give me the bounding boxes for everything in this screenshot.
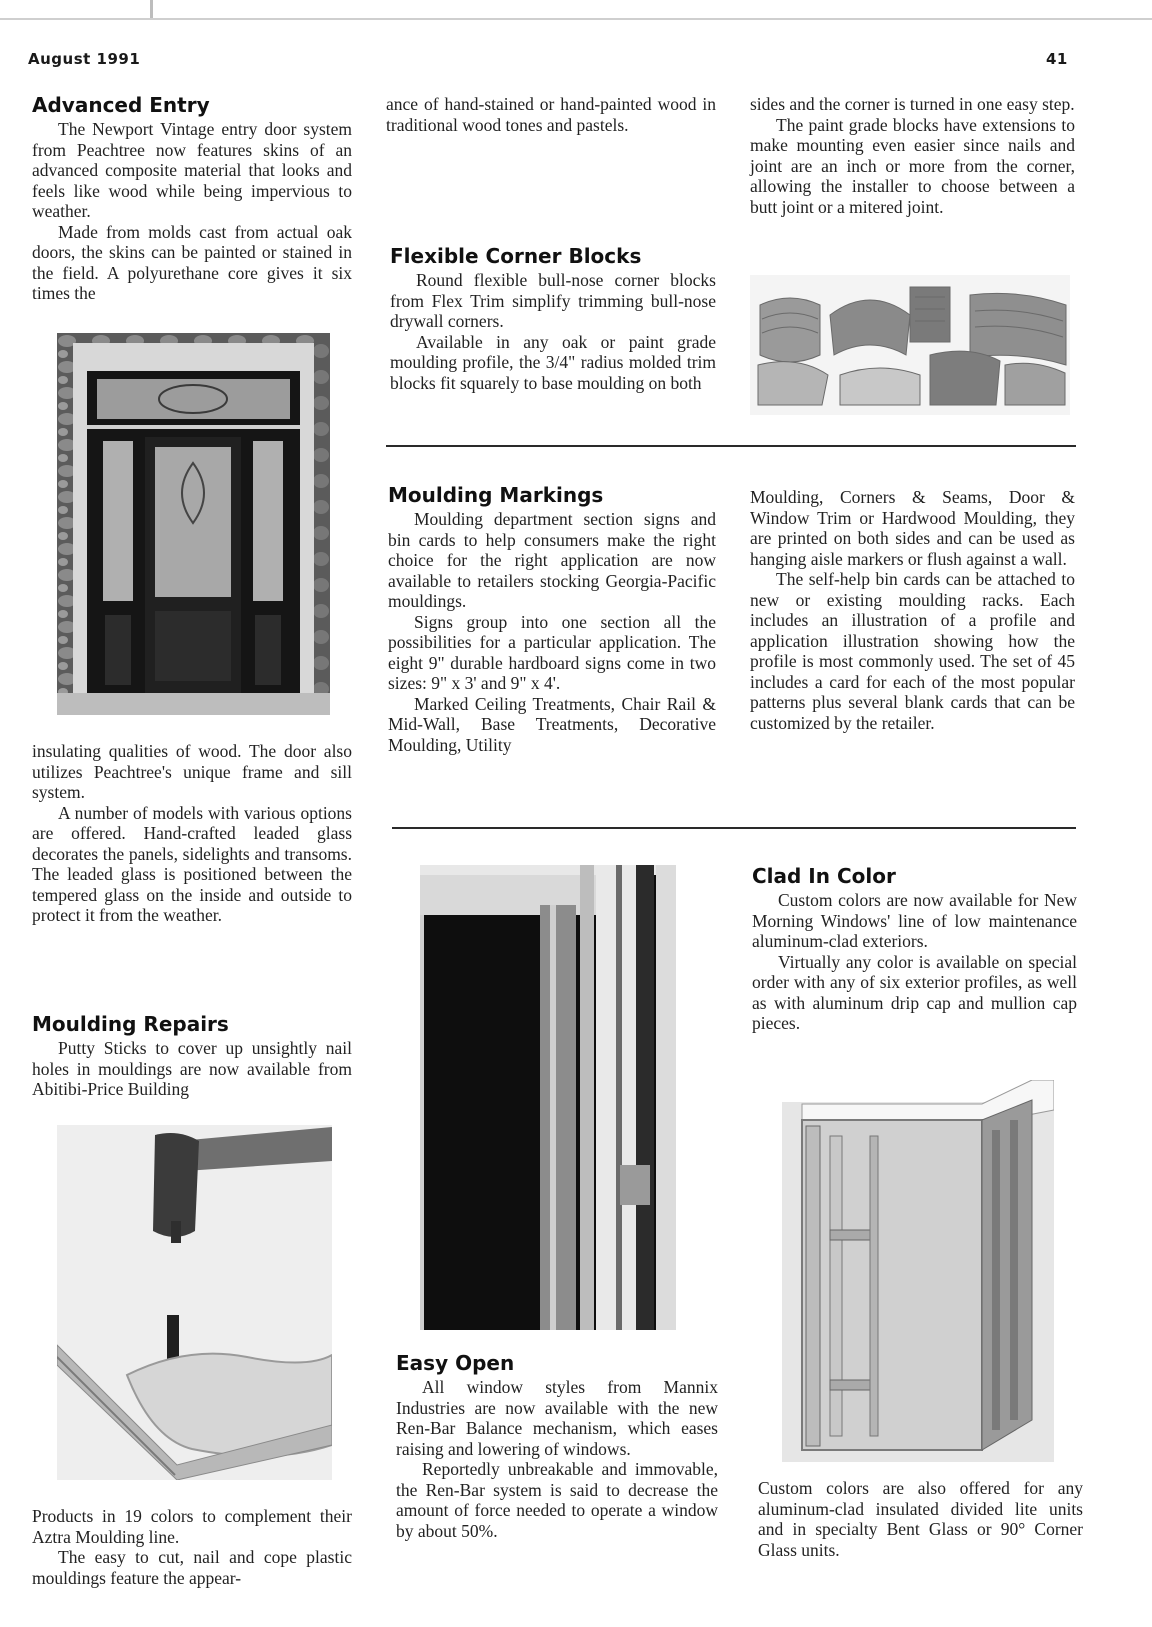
paragraph: Putty Sticks to cover up unsightly nail holes in mouldings are now available from Abitibi-Price Building [32, 1038, 352, 1099]
paragraph: The Newport Vintage entry door system from Peachtree now features skins of an advanced composite material that looks and feels like wood while being impervious to weather. [32, 119, 352, 221]
issue-date: August 1991 [28, 50, 141, 68]
paragraph: Marked Ceiling Treatments, Chair Rail & Mid-Wall, Base Treatments, Decorative Moulding, Utility [388, 693, 716, 755]
paragraph: Available in any oak or paint grade moulding profile, the 3/4" radius molded trim blocks fit squarely to base moulding on both [390, 331, 716, 393]
article-moulding-repairs-continued [32, 1506, 352, 1588]
article-flexible-corner-blocks-continued [750, 94, 1075, 217]
paragraph: Virtually any color is available on special order with any of six exterior profiles, as well as with aluminum drip cap and mullion cap pieces. [752, 951, 1077, 1033]
paragraph: ance of hand-stained or hand-painted wood in traditional wood tones and pastels. [386, 94, 716, 135]
section-rule [392, 827, 1076, 829]
top-rule [0, 18, 1152, 20]
paragraph: Custom colors are also offered for any aluminum-clad insulated divided lite units and in specialty Bent Glass or 90° Corner Glass units. [758, 1478, 1083, 1560]
article-advanced-entry-continued [32, 741, 352, 926]
paragraph: Made from molds cast from actual oak doors, the skins can be painted or stained in the field. A polyurethane core gives it six times the [32, 221, 352, 303]
article-moulding-markings-continued [750, 487, 1075, 733]
paragraph: All window styles from Mannix Industries are now available with the new Ren-Bar Balance mechanism, which eases raising and lowering of windows. [396, 1377, 718, 1459]
paragraph: Custom colors are now available for New Morning Windows' line of low maintenance aluminum-clad exteriors. [752, 890, 1077, 951]
article-heading: Easy Open [396, 1351, 515, 1375]
paragraph: sides and the corner is turned in one easy step. [750, 94, 1075, 114]
window-balance-photo [420, 865, 676, 1330]
paragraph: insulating qualities of wood. The door also utilizes Peachtree's unique frame and sill system. [32, 741, 352, 802]
entry-door-photo [57, 333, 330, 715]
article-clad-in-color-continued [758, 1478, 1083, 1560]
article-easy-open [396, 1351, 718, 1541]
paragraph: Moulding, Corners & Seams, Door & Window Trim or Hardwood Moulding, they are printed on both sides and can be used as hanging aisle markers or flush against a wall. [750, 487, 1075, 569]
paragraph: The self-help bin cards can be attached to new or existing moulding racks. Each includes an illustration of a profile and application illustration showing how the profile is most commonly used. The set of 45 includes a card for each of the most popular patterns plus several blank cards that can be customized by the retailer. [750, 569, 1075, 733]
article-moulding-markings [388, 483, 716, 755]
paragraph: Reportedly unbreakable and immovable, the Ren-Bar system is said to decrease the amount of force needed to operate a window by about 50%. [396, 1459, 718, 1541]
article-flexible-corner-blocks [390, 244, 716, 393]
article-heading: Flexible Corner Blocks [390, 244, 642, 268]
article-advanced-entry [32, 93, 352, 304]
paragraph: The paint grade blocks have extensions to make mounting even easier since nails and joint are an inch or more from the corner, allowing the installer to choose between a butt joint or a mitered joint. [750, 114, 1075, 217]
section-rule [386, 445, 1076, 447]
paragraph: Round flexible bull-nose corner blocks from Flex Trim simplify trimming bull-nose drywall corners. [390, 270, 716, 331]
paragraph: A number of models with various options are offered. Hand-crafted leaded glass decorates the panels, sidelights and transoms. The leaded glass is positioned between the tempered glass on the inside and outside to protect it from the weather. [32, 802, 352, 925]
article-heading: Moulding Markings [388, 483, 604, 507]
paragraph: Products in 19 colors to complement their Aztra Moulding line. [32, 1506, 352, 1547]
putty-stick-photo [57, 1125, 332, 1480]
article-heading: Moulding Repairs [32, 1012, 229, 1036]
article-heading: Clad In Color [752, 864, 896, 888]
article-heading: Advanced Entry [32, 93, 210, 117]
clad-window-photo [782, 1080, 1054, 1462]
corner-blocks-photo [750, 275, 1070, 415]
paragraph: The easy to cut, nail and cope plastic mouldings feature the appear- [32, 1547, 352, 1588]
scan-mark [150, 0, 153, 18]
article-moulding-repairs [32, 1012, 352, 1100]
article-clad-in-color [752, 864, 1077, 1034]
page-number: 41 [1046, 50, 1068, 68]
article-advanced-entry-end [386, 94, 716, 135]
paragraph: Signs group into one section all the possibilities for a particular application. The eight 9" durable hardboard signs come in two sizes: 9" x 3' and 9" x 4'. [388, 611, 716, 693]
paragraph: Moulding department section signs and bin cards to help consumers make the right choice for the right application are now available to retailers stocking Georgia-Pacific mouldings. [388, 509, 716, 611]
